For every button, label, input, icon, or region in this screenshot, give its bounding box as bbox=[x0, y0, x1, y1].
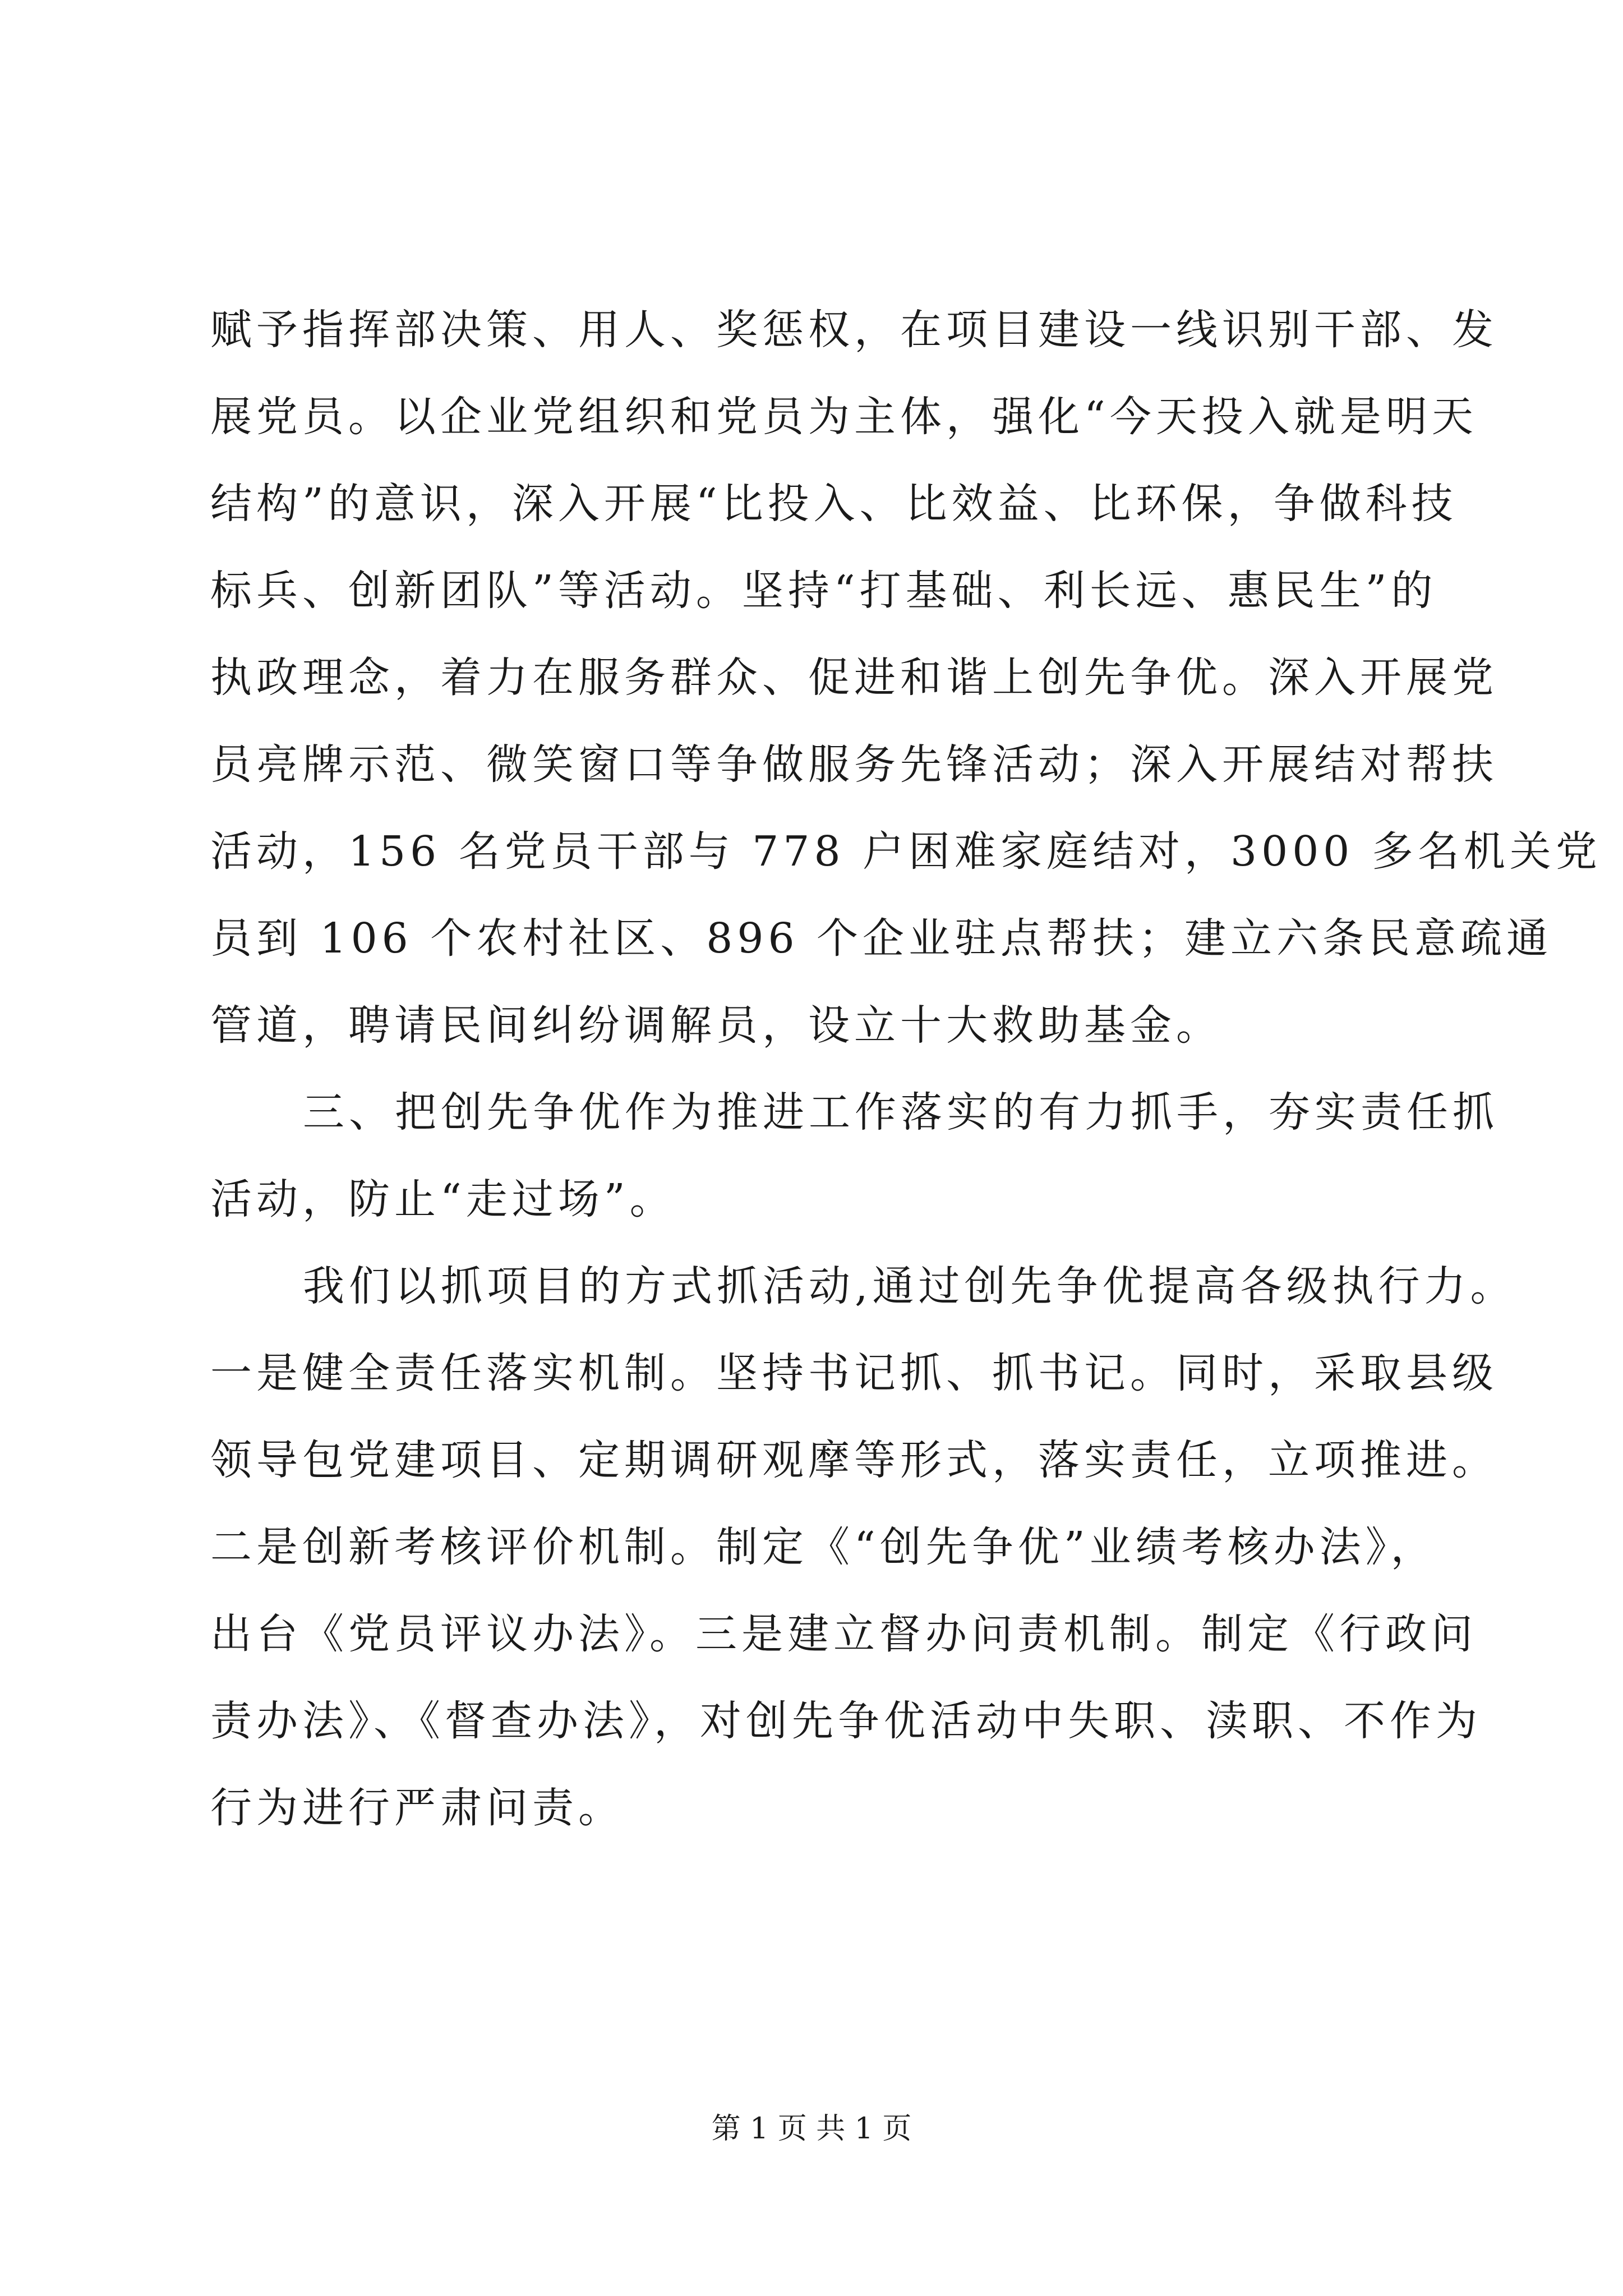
text-line: 标兵、创新团队”等活动。坚持“打基础、利长远、惠民生”的 bbox=[210, 567, 1437, 615]
text-line: 赋予指挥部决策、用人、奖惩权，在项目建设一线识别干部、发 bbox=[210, 306, 1498, 354]
text-line: 我们以抓项目的方式抓活动,通过创先争优提高各级执行力。 bbox=[303, 1262, 1516, 1310]
text-line: 员亮牌示范、微笑窗口等争做服务先锋活动；深入开展结对帮扶 bbox=[210, 740, 1498, 789]
text-line: 行为进行严肃问责。 bbox=[210, 1784, 624, 1832]
text-line: 展党员。以企业党组织和党员为主体，强化“今天投入就是明天 bbox=[210, 393, 1478, 441]
text-line: 出台《党员评议办法》。三是建立督办问责机制。制定《行政问 bbox=[210, 1610, 1477, 1658]
text-line: 一是健全责任落实机制。坚持书记抓、抓书记。同时，采取县级 bbox=[210, 1349, 1498, 1397]
section-heading-line: 三、把创先争优作为推进工作落实的有力抓手，夯实责任抓 bbox=[303, 1088, 1498, 1137]
text-line: 执政理念，着力在服务群众、促进和谐上创先争优。深入开展党 bbox=[210, 654, 1498, 702]
section-heading-line: 活动，防止“走过场”。 bbox=[210, 1175, 676, 1223]
text-line: 结构”的意识，深入开展“比投入、比效益、比环保，争做科技 bbox=[210, 480, 1458, 528]
text-line: 管道，聘请民间纠纷调解员，设立十大救助基金。 bbox=[210, 1001, 1222, 1050]
text-line: 责办法》、《督查办法》，对创先争优活动中失职、渎职、不作为 bbox=[210, 1697, 1482, 1745]
text-line: 活动，156 名党员干部与 778 户困难家庭结对，3000 多名机关党 bbox=[210, 827, 1602, 876]
text-line: 领导包党建项目、定期调研观摩等形式，落实责任，立项推进。 bbox=[210, 1436, 1498, 1484]
text-line: 二是创新考核评价机制。制定《“创先争优”业绩考核办法》， bbox=[210, 1523, 1437, 1571]
page-number: 第 1 页 共 1 页 bbox=[711, 2112, 912, 2146]
text-line: 员到 106 个农村社区、896 个企业驻点帮扶；建立六条民意疏通 bbox=[210, 914, 1553, 963]
